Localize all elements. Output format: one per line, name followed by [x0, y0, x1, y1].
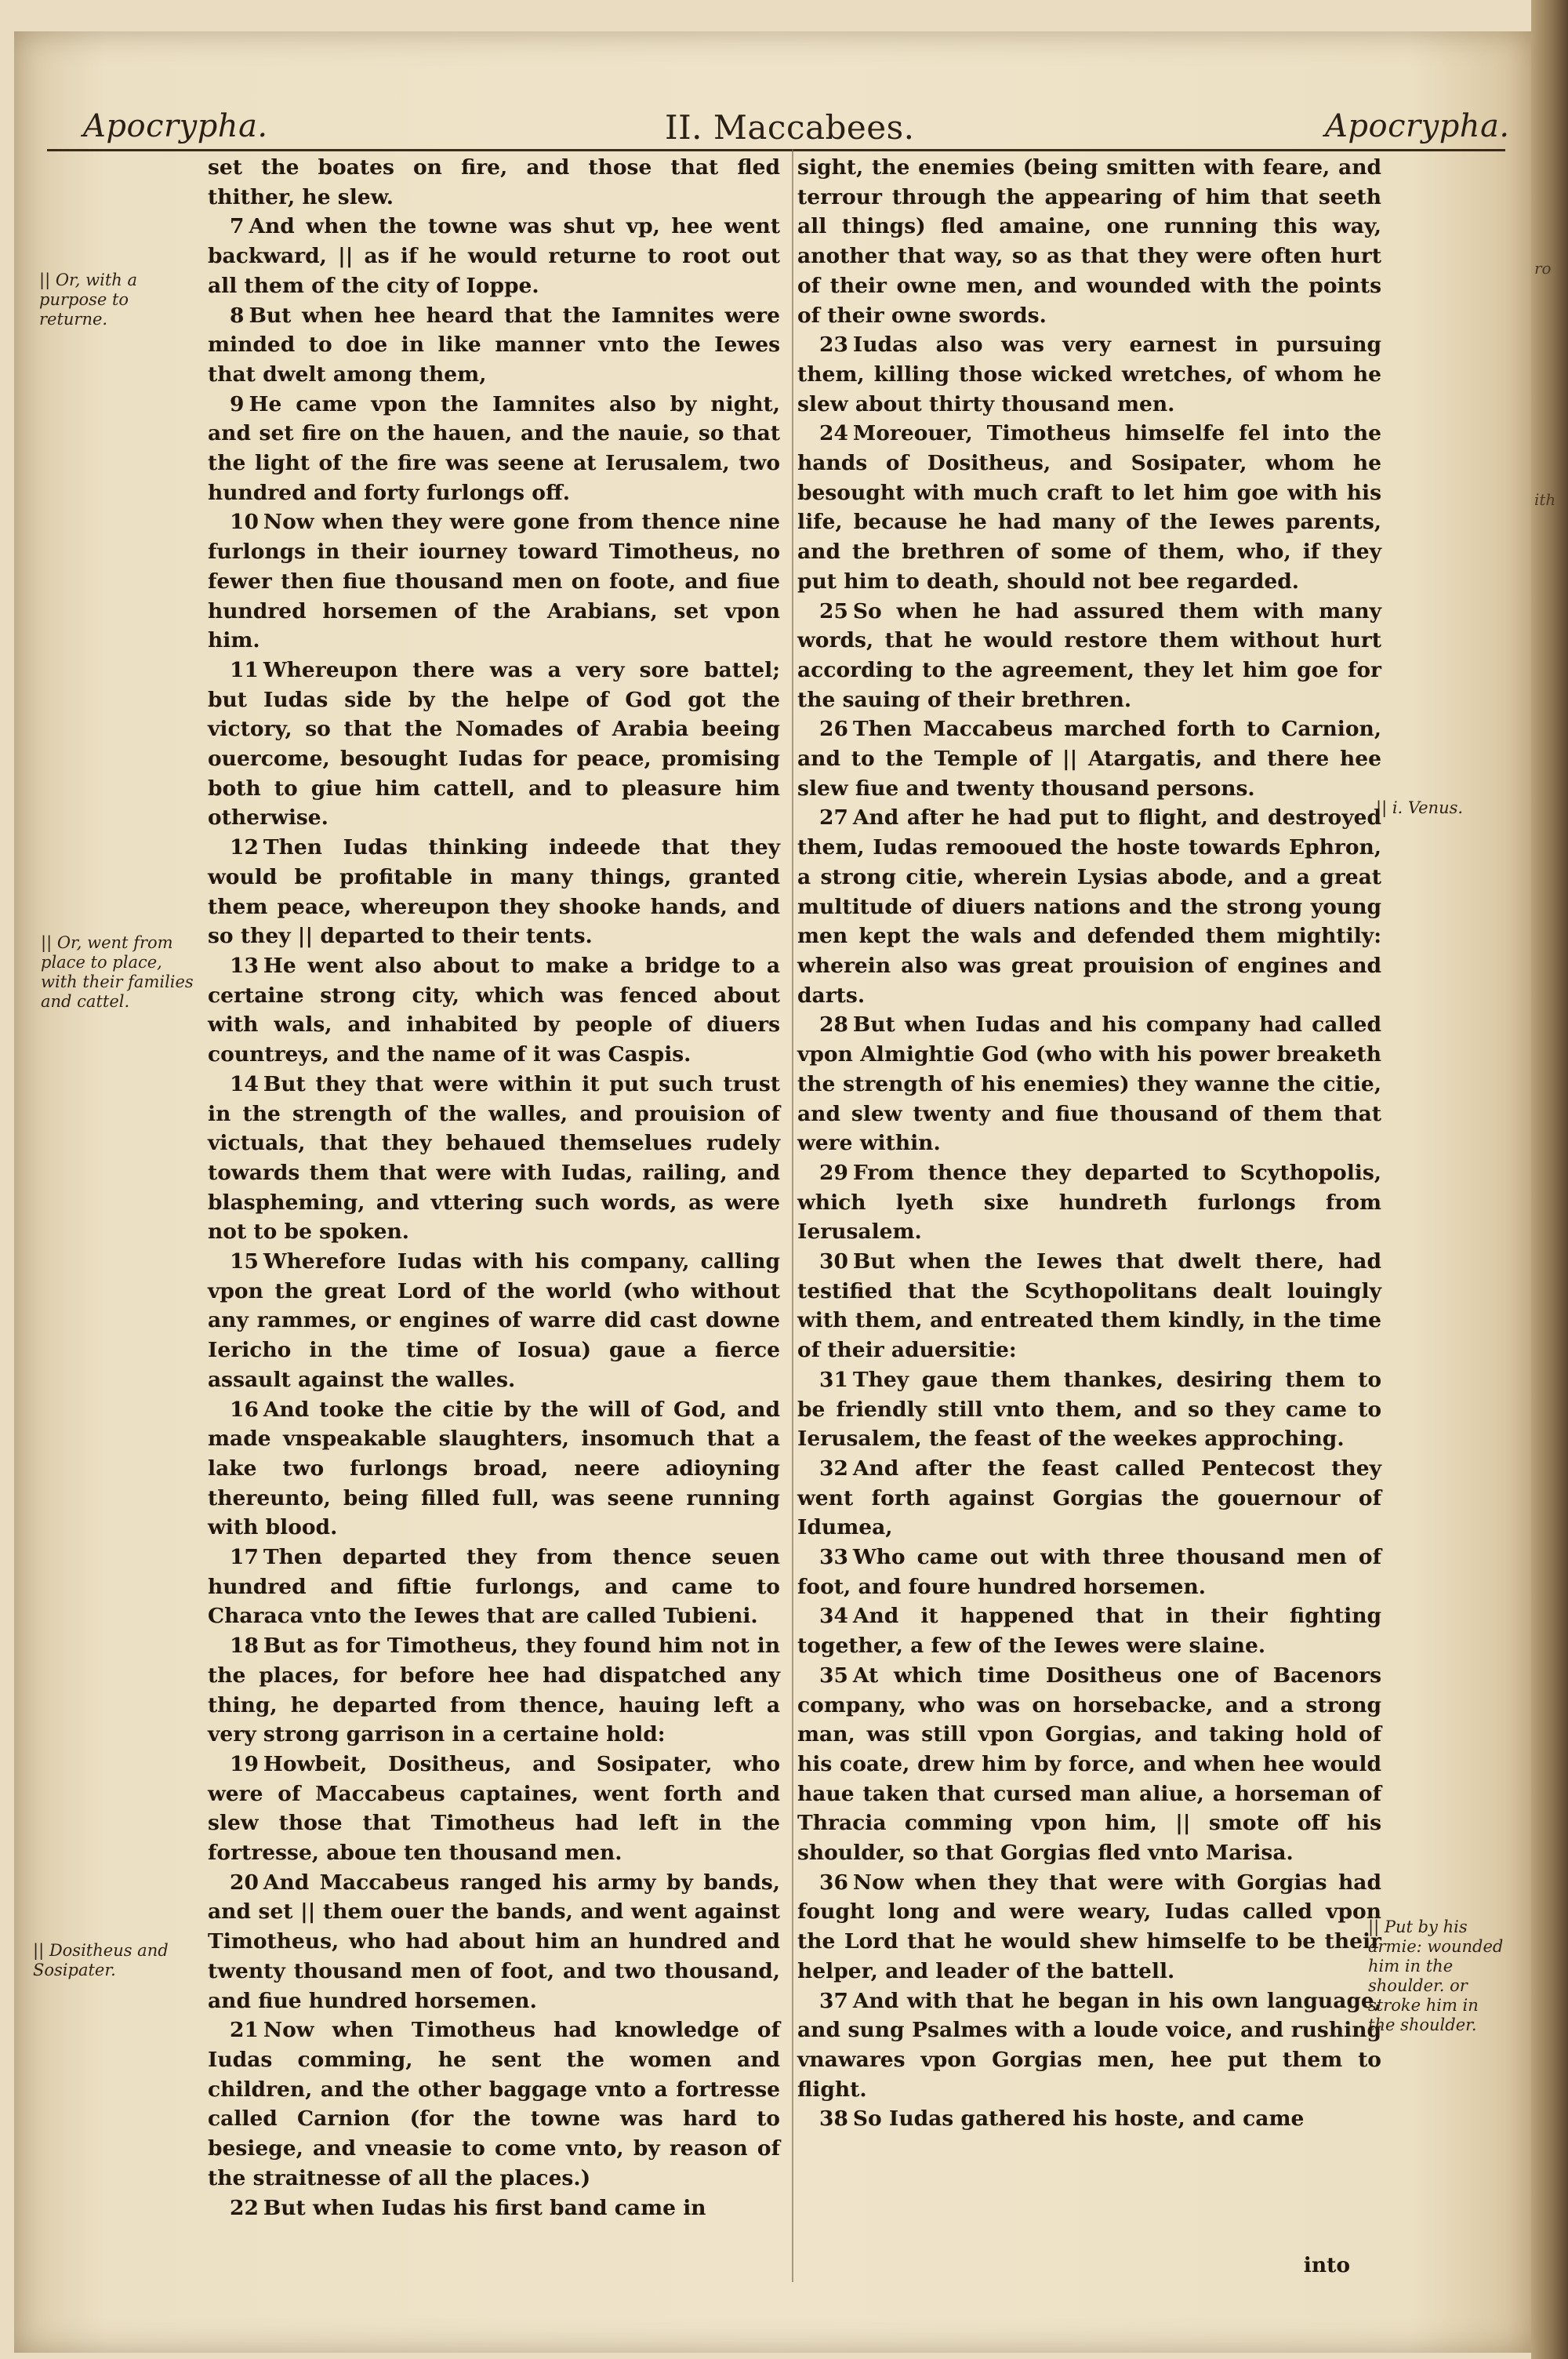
- verse-text: Now when Timotheus had knowledge of Iudas comming, he sent the women and children, and the other baggage vnto a fortresse called Carnion (for the towne was hard to besiege, and vneasie to come vnto, by reason of the straitnesse of all the places.): [208, 2018, 780, 2190]
- column-divider: [792, 149, 793, 2282]
- verse-number: 18: [230, 1634, 259, 1659]
- verse: [208, 153, 780, 212]
- running-head-title: II. Maccabees.: [665, 108, 915, 147]
- verse-number: 25: [819, 598, 848, 623]
- verse: [797, 1868, 1381, 1986]
- verse: [797, 1010, 1381, 1158]
- verse-text: He came vpon the Iamnites also by night, and set fire on the hauen, and the nauie, so that the light of the fire was seene at Ierusalem, two hundred and forty furlongs off.: [208, 391, 780, 505]
- verse-number: 22: [230, 2195, 259, 2220]
- verse: [208, 951, 780, 1070]
- header-rule: [47, 149, 1505, 151]
- verse-number: 20: [230, 1870, 259, 1895]
- verse: [797, 597, 1381, 715]
- verse-text: Then departed they from thence seuen hundred and fiftie furlongs, and came to Characa vnto the Iewes that are called Tubieni.: [208, 1545, 780, 1629]
- verse-number: 35: [819, 1663, 848, 1688]
- verse: [797, 1365, 1381, 1454]
- verse: [208, 1631, 780, 1750]
- verse: [797, 714, 1381, 803]
- verse-text: So Iudas gathered his hoste, and came: [852, 2106, 1305, 2132]
- verse-text: Whereupon there was a very sore battel; but Iudas side by the helpe of God got the victory, so that the Nomades of Arabia beeing ouercome, besought Iudas for peace, promising both to giue him cattell, and to pleasure him otherwise.: [208, 657, 780, 831]
- verse: [208, 656, 780, 833]
- verse-text: Iudas also was very earnest in pursuing them, killing those wicked wretches, of whom he slew about thirty thousand men.: [797, 333, 1381, 416]
- verse-number: 16: [230, 1397, 259, 1422]
- verse-text: set the boates on fire, and those that fled thither, he slew.: [208, 155, 780, 209]
- verse-text: But when Iudas his first band came in: [263, 2195, 706, 2220]
- verse-number: 12: [230, 835, 259, 860]
- text-column-left: [208, 153, 780, 2223]
- verse-text: So when he had assured them with many words, that he would restore them without hurt according to the agreement, they let him goe for the sauing of their brethren.: [797, 598, 1381, 712]
- verse-number: 26: [819, 717, 848, 742]
- verse-text: But when the Iewes that dwelt there, had testified that the Scythopolitans dealt louingly with them, and entreated them kindly, in the time of their aduersitie:: [797, 1249, 1381, 1363]
- edge-fragment: ith: [1534, 490, 1556, 509]
- verse-number: 9: [230, 391, 245, 416]
- margin-note: || Put by his armie: wounded him in the shoulder. or stroke him in the shoulder.: [1368, 1917, 1504, 2034]
- verse-number: 37: [819, 1988, 848, 2013]
- verse-number: 29: [819, 1160, 848, 1185]
- verse: [208, 1395, 780, 1543]
- verse-number: 34: [819, 1604, 848, 1629]
- edge-fragment: ro: [1534, 259, 1552, 278]
- verse-text: Wherefore Iudas with his company, calling vpon the great Lord of the world (who without any rammes, or engines of warre did cast downe Iericho in the time of Iosua) gaue a fierce assault against the walles.: [208, 1249, 780, 1392]
- catchword-row: [797, 2251, 1381, 2281]
- verse-number: 38: [819, 2106, 848, 2132]
- verse: [208, 1750, 780, 1868]
- running-head-left: Apocrypha.: [83, 108, 268, 144]
- verse-text: From thence they departed to Scythopolis, which lyeth sixe hundreth furlongs from Ierusalem.: [797, 1160, 1381, 1245]
- verse: [797, 1601, 1381, 1660]
- verse-text: Now when they were gone from thence nine furlongs in their iourney toward Timotheus, no fewer then fiue thousand men on foote, and fiue hundred horsemen of the Arabians, set vpon him.: [208, 510, 780, 653]
- verse-text: Now when they that were with Gorgias had fought long and were weary, Iudas called vpon the Lord that he would shew himselfe to be their helper, and leader of the battell.: [797, 1870, 1381, 1983]
- running-head-right: Apocrypha.: [1325, 108, 1510, 144]
- verse: [208, 2194, 780, 2223]
- verse-text: Who came out with three thousand men of foot, and foure hundred horsemen.: [797, 1545, 1381, 1599]
- verse: [208, 1543, 780, 1631]
- verse-text: Then Maccabeus marched forth to Carnion, and to the Temple of || Atargatis, and there hee slew fiue and twenty thousand persons.: [797, 717, 1381, 801]
- verse: [797, 1543, 1381, 1601]
- verse-text: And after he had put to flight, and destroyed them, Iudas remooued the hoste towards Ephron, a strong citie, wherein Lysias abode, and a great multitude of diuers nations and the strong young men kept the wals and defended them mightily: wherein also was great prouision of engines and darts.: [797, 805, 1381, 1008]
- next-page-edge: [1531, 0, 1568, 2359]
- verse-text: But when hee heard that the Iamnites were minded to doe in like manner vnto the Iewes that dwelt among them,: [208, 303, 780, 387]
- verse-number: 19: [230, 1751, 259, 1776]
- verse-number: 30: [819, 1249, 848, 1274]
- catchword: into: [1303, 2253, 1350, 2277]
- verse-text: Then Iudas thinking indeede that they would be profitable in many things, granted them peace, whereupon they shooke hands, and so they || departed to their tents.: [208, 835, 780, 949]
- margin-note: || Or, with a purpose to returne.: [39, 271, 137, 329]
- verse: [208, 390, 780, 508]
- verse-text: And with that he began in his own language, and sung Psalmes with a loude voice, and rushing vnawares vpon Gorgias men, hee put them to flight.: [797, 1988, 1381, 2102]
- verse-number: 7: [230, 214, 245, 239]
- verse-number: 14: [230, 1071, 259, 1096]
- verse: [797, 419, 1381, 596]
- verse: [208, 833, 780, 951]
- verse: [797, 1454, 1381, 1543]
- verse: [797, 1661, 1381, 1868]
- verse-number: 17: [230, 1545, 259, 1570]
- verse-number: 28: [819, 1012, 848, 1038]
- verse-number: 31: [819, 1367, 848, 1392]
- verse-number: 23: [819, 333, 848, 358]
- verse-number: 21: [230, 2018, 259, 2043]
- verse-text: And Maccabeus ranged his army by bands, and set || them ouer the bands, and went against Timotheus, who had about him an hundred and twenty thousand men of foot, and two thousand, and fiue hundred horsemen.: [208, 1870, 780, 2013]
- verse-number: 36: [819, 1870, 848, 1895]
- verse-text: But they that were within it put such trust in the strength of the walles, and prouision of victuals, that they behaued themselues rudely towards them that were with Iudas, railing, and blaspheming, and vttering such words, as were not to be spoken.: [208, 1071, 780, 1245]
- verse-text: sight, the enemies (being smitten with feare, and terrour through the appearing of him that seeth all things) fled amaine, one running this way, another that way, so as that they were often hurt of their owne men, and wounded with the points of their owne swords.: [797, 155, 1381, 328]
- verse: [208, 507, 780, 656]
- verse-text: Howbeit, Dositheus, and Sosipater, who were of Maccabeus captaines, went forth and slew those that Timotheus had left in the fortresse, aboue ten thousand men.: [208, 1751, 780, 1866]
- verse-text: And tooke the citie by the will of God, and made vnspeakable slaughters, insomuch that a lake two furlongs broad, neere adioyning thereunto, being filled full, was seene running with blood.: [208, 1397, 780, 1540]
- verse-text: He went also about to make a bridge to a certaine strong city, which was fenced about with wals, and inhabited by people of diuers countreys, and the name of it was Caspis.: [208, 953, 780, 1067]
- verse-text: They gaue them thankes, desiring them to be friendly still vnto them, and so they came to Ierusalem, the feast of the weekes approching.: [797, 1367, 1381, 1452]
- verse-number: 13: [230, 953, 259, 978]
- verse-number: 8: [230, 303, 245, 328]
- verse: [797, 1158, 1381, 1247]
- verse-number: 10: [230, 510, 259, 535]
- margin-note: || Dositheus and Sosipater.: [33, 1941, 169, 1979]
- margin-note: || Or, went from place to place, with their families and cattel.: [41, 933, 194, 1011]
- verse: [208, 1247, 780, 1395]
- verse-number: 33: [819, 1545, 848, 1570]
- verse: [797, 1247, 1381, 1365]
- verse-number: 32: [819, 1456, 848, 1481]
- verse: [208, 2016, 780, 2193]
- verse: [797, 2104, 1381, 2134]
- verse-number: 24: [819, 421, 848, 446]
- verse-text: Moreouer, Timotheus himselfe fel into the hands of Dositheus, and Sosipater, whom he besought with much craft to let him goe with his life, because he had many of the Iewes parents, and the brethren of some of them, who, if they put him to death, should not bee regarded.: [797, 421, 1381, 594]
- verse: [208, 212, 780, 300]
- verse-number: 27: [819, 805, 848, 831]
- verse-number: 11: [230, 657, 259, 682]
- verse-text: And it happened that in their fighting together, a few of the Iewes were slaine.: [797, 1604, 1381, 1659]
- verse-text: And after the feast called Pentecost they went forth against Gorgias the gouernour of Idumea,: [797, 1456, 1381, 1540]
- verse-text: And when the towne was shut vp, hee went backward, || as if he would returne to root out all them of the city of Ioppe.: [208, 214, 780, 298]
- margin-note: || i. Venus.: [1376, 798, 1464, 817]
- verse-number: 15: [230, 1249, 259, 1274]
- verse-text: But when Iudas and his company had called vpon Almightie God (who with his power breaketh the strength of his enemies) they wanne the citie, and slew twenty and fiue thousand of them that were within.: [797, 1012, 1381, 1156]
- text-column-right: [797, 153, 1381, 2134]
- verse: [797, 153, 1381, 330]
- verse: [208, 1070, 780, 1247]
- verse-text: But as for Timotheus, they found him not in the places, for before hee had dispatched any thing, he departed from thence, hauing left a very strong garrison in a certaine hold:: [208, 1634, 780, 1747]
- verse-text: At which time Dositheus one of Bacenors company, who was on horsebacke, and a strong man, was still vpon Gorgias, and taking hold of his coate, drew him by force, and when hee would haue taken that cursed man aliue, a horseman of Thracia comming vpon him, || smote off his shoulder, so that Gorgias fled vnto Marisa.: [797, 1663, 1381, 1866]
- verse: [797, 1986, 1381, 2105]
- verse: [797, 803, 1381, 1010]
- verse: [208, 1868, 780, 2016]
- verse: [797, 330, 1381, 419]
- verse: [208, 301, 780, 390]
